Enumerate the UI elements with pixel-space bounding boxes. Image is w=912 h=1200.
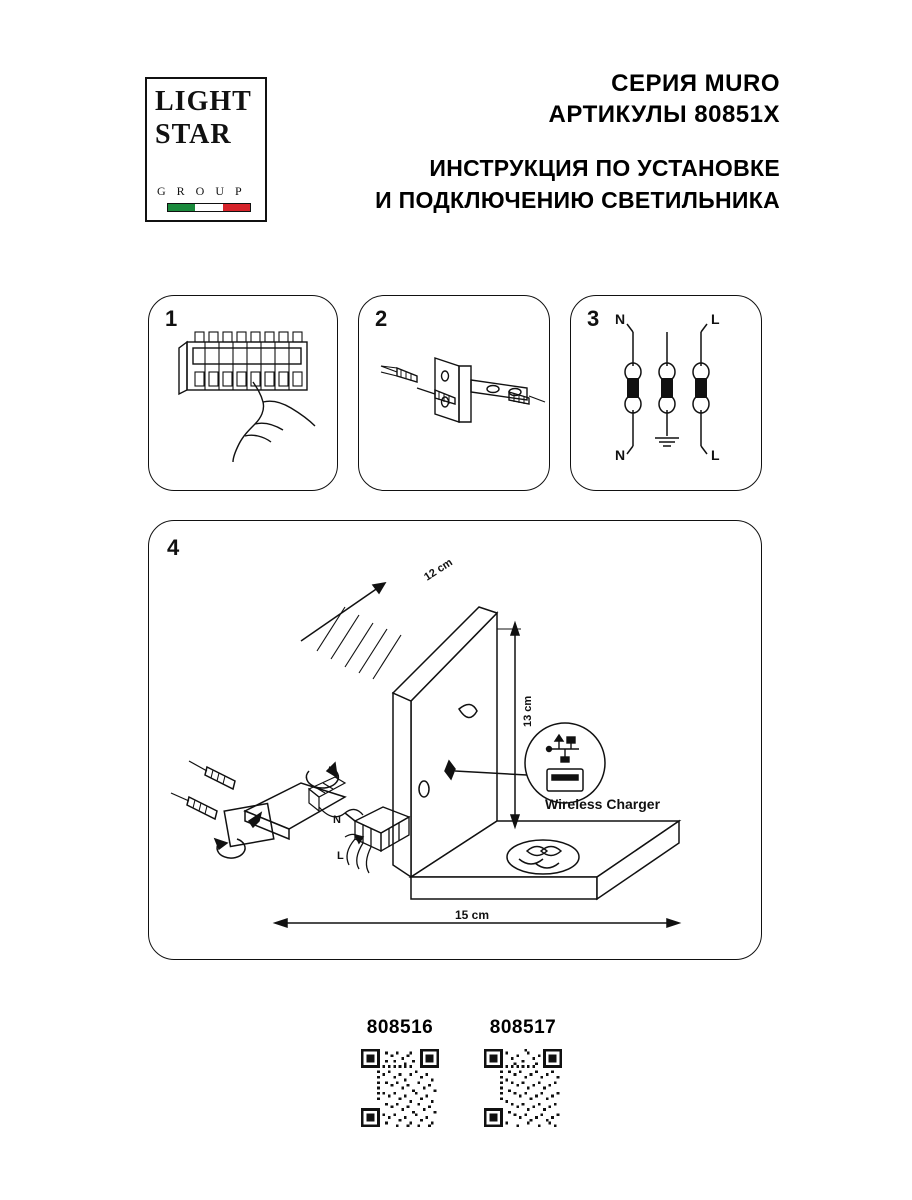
step-4-depth-label: 12 cm <box>422 556 455 584</box>
step-4-width-label: 15 cm <box>455 908 490 922</box>
step-2-illustration <box>359 296 551 492</box>
qr-block-808517 <box>468 1017 578 1132</box>
step-panel-2 <box>358 295 550 491</box>
document-title-line-1: ИНСТРУКЦИЯ ПО УСТАНОВКЕ <box>429 155 780 181</box>
qr-block-808516 <box>345 1017 455 1132</box>
wireless-charger-label: Wireless Charger <box>545 796 661 812</box>
document-title <box>300 152 780 216</box>
qr-code-icon-0 <box>361 1049 439 1127</box>
brand-logo <box>145 77 267 222</box>
document-header <box>0 0 912 250</box>
logo-group-text: G R O U P <box>157 184 246 198</box>
series-line: СЕРИЯ MURO <box>611 70 780 97</box>
step-number-3: 3 <box>587 306 600 331</box>
step-number-1: 1 <box>165 306 178 331</box>
step-number-4: 4 <box>167 535 180 560</box>
logo-wordmark <box>155 85 252 151</box>
step-3-label-l-top: L <box>711 311 720 327</box>
step-panel-3 <box>570 295 762 491</box>
qr-code-icon-1 <box>484 1049 562 1127</box>
step-panel-1 <box>148 295 338 491</box>
article-line: АРТИКУЛЫ 80851X <box>548 101 780 128</box>
document-title-line-2: И ПОДКЛЮЧЕНИЮ СВЕТИЛЬНИКА <box>375 187 780 213</box>
header-text-block <box>300 68 780 216</box>
step-3-label-n-bottom: N <box>615 447 626 463</box>
step-3-label-l-bottom: L <box>711 447 720 463</box>
logo-line-2: STAR <box>155 119 232 150</box>
step-3-illustration <box>571 296 763 492</box>
qr-label-0: 808516 <box>366 1017 434 1038</box>
step-number-2: 2 <box>375 306 388 331</box>
step-panel-4 <box>148 520 762 960</box>
italian-flag-icon <box>167 203 251 212</box>
step-4-height-label: 13 cm <box>522 695 534 727</box>
svg-text:N: N <box>333 814 341 826</box>
step-1-illustration <box>149 296 339 492</box>
qr-label-1: 808517 <box>489 1017 557 1038</box>
step-3-label-n-top: N <box>615 311 626 327</box>
svg-text:L: L <box>337 850 344 862</box>
logo-line-1: LIGHT <box>155 86 252 117</box>
step-4-illustration <box>149 521 763 961</box>
